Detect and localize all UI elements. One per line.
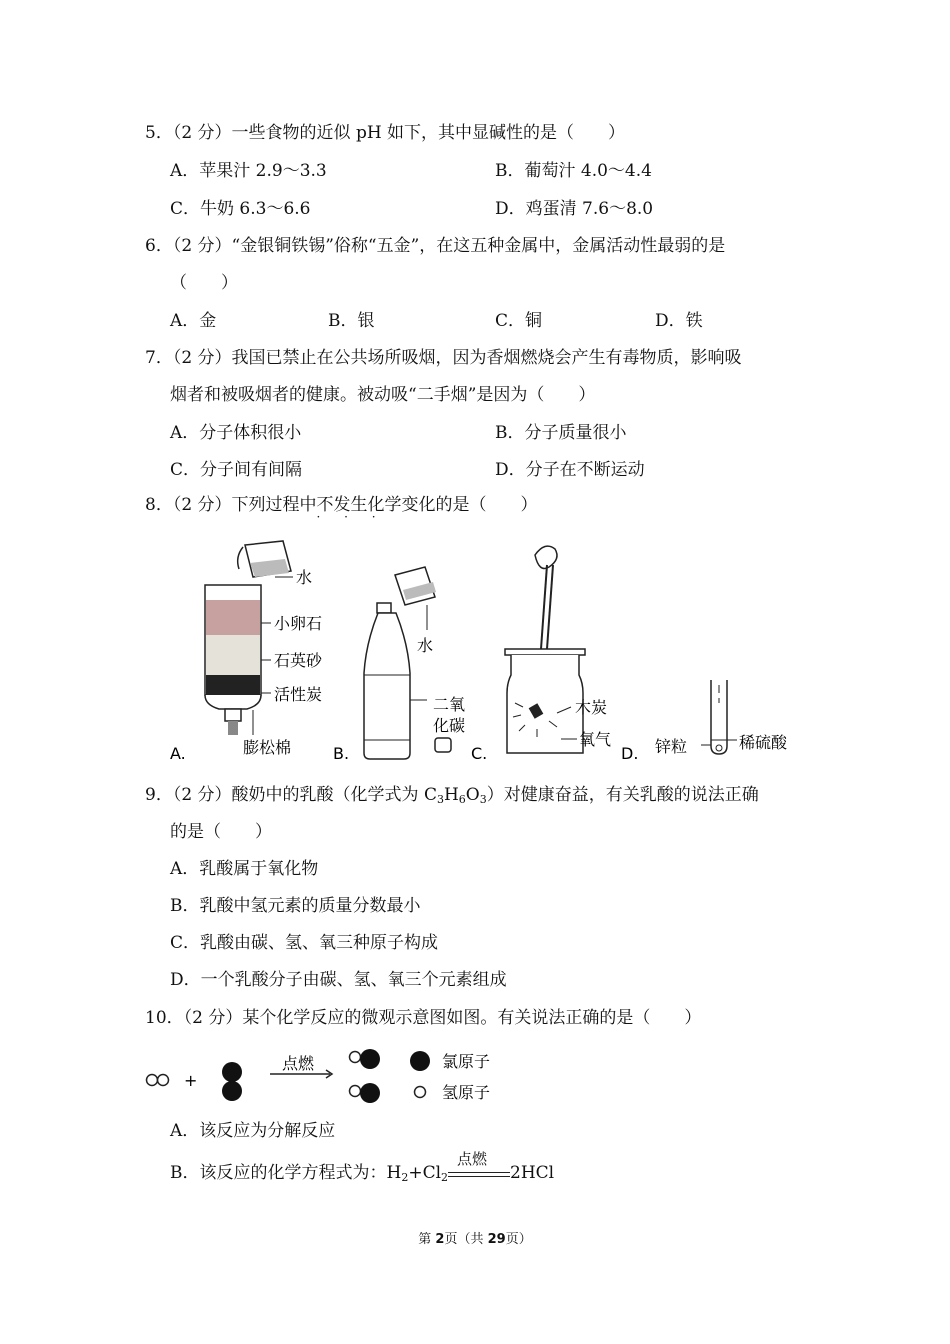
q9-option-d: D．一个乳酸分子由碳、氢、氧三个元素组成 xyxy=(170,970,507,990)
label-water-b: 水 xyxy=(417,636,434,655)
q6-option-b: B．银 xyxy=(328,311,375,331)
water-filter-apparatus xyxy=(205,541,293,735)
test-tube-apparatus xyxy=(701,680,737,754)
label-sulfuric-acid: 稀硫酸 xyxy=(739,733,788,752)
q5-option-a: A．苹果汁 2.9～3.3 xyxy=(170,161,327,181)
label-co2-line2: 化碳 xyxy=(433,716,466,735)
page-total: 29 xyxy=(487,1232,506,1247)
label-oxygen: 氧气 xyxy=(579,730,612,749)
q7-stem-cont: 烟者和被吸烟者的健康。被动吸“二手烟”是因为（ ） xyxy=(170,385,596,405)
q9-stem-cont: 的是（ ） xyxy=(170,822,272,842)
q6-option-c: C．铜 xyxy=(495,311,543,331)
chlorine-atom-icon xyxy=(222,1062,242,1082)
q10-option-a: A．该反应为分解反应 xyxy=(170,1121,336,1141)
label-water-a: 水 xyxy=(296,568,313,587)
fig-label-d: D. xyxy=(621,744,639,763)
equation-condition: 点燃 xyxy=(448,1162,510,1184)
q5-option-d: D．鸡蛋清 7.6～8.0 xyxy=(495,199,654,219)
label-zinc: 锌粒 xyxy=(655,737,688,756)
q5-option-b: B．葡萄汁 4.0～4.4 xyxy=(495,161,652,181)
hydrogen-atom-icon xyxy=(350,1086,361,1097)
q6-option-a: A．金 xyxy=(170,311,217,331)
q9-option-c: C．乳酸由碳、氢、氧三种原子构成 xyxy=(170,933,439,953)
plus-sign: + xyxy=(184,1071,198,1090)
q7-option-b: B．分子质量很小 xyxy=(495,423,627,443)
q10-stem: 10．（2 分）某个化学反应的微观示意图如图。有关说法正确的是（ ） xyxy=(145,1008,702,1028)
q7-stem: 7．（2 分）我国已禁止在公共场所吸烟，因为香烟燃烧会产生有毒物质，影响吸 xyxy=(145,348,742,368)
chlorine-atom-icon xyxy=(360,1083,380,1103)
chlorine-atom-icon xyxy=(360,1049,380,1069)
page-number: 2 xyxy=(435,1232,445,1247)
q10-reaction-diagram xyxy=(140,1045,520,1110)
legend-chlorine-label: 氯原子 xyxy=(442,1052,491,1071)
label-activated-carbon: 活性炭 xyxy=(274,685,323,704)
q6-stem: 6．（2 分）“金银铜铁锡”俗称“五金”，在这五种金属中，金属活动性最弱的是 xyxy=(145,236,726,256)
q6-stem-cont: （ ） xyxy=(170,273,238,293)
q7-option-a: A．分子体积很小 xyxy=(170,423,302,443)
legend-hydrogen-label: 氢原子 xyxy=(442,1083,491,1102)
reaction-condition: 点燃 xyxy=(282,1054,315,1073)
fig-label-a: A. xyxy=(170,744,186,763)
q8-stem xyxy=(145,494,538,524)
page-footer: 第 2页（共 29页） xyxy=(418,1232,532,1247)
q10-option-b: B．该反应的化学方程式为：$H_2+Cl_2$ 点燃 2HCl xyxy=(170,1150,555,1184)
fig-label-b: B. xyxy=(333,744,350,763)
q8-figure xyxy=(165,535,805,770)
hydrogen-atom-icon xyxy=(147,1075,158,1086)
q9-option-a: A．乳酸属于氧化物 xyxy=(170,859,319,879)
fig-label-c: C. xyxy=(471,744,488,763)
hydrogen-atom-icon xyxy=(158,1075,169,1086)
q8-stem-post: 化学变化的是（ ） xyxy=(367,495,538,515)
q8-stem-pre: 8．（2 分）下列过程中 xyxy=(145,495,317,515)
q8-stem-emphasis: 不发生 · · · xyxy=(316,495,386,524)
q9-option-b: B．乳酸中氢元素的质量分数最小 xyxy=(170,896,421,916)
q5-stem: 5．（2 分）一些食物的近似 pH 如下，其中显碱性的是（ ） xyxy=(145,123,626,143)
label-quartz-sand: 石英砂 xyxy=(274,651,323,670)
q7-option-c: C．分子间有间隔 xyxy=(170,460,303,480)
charcoal-burning-apparatus xyxy=(505,546,585,753)
label-cotton: 膨松棉 xyxy=(243,738,292,757)
chlorine-atom-icon xyxy=(222,1081,242,1101)
label-charcoal: 木炭 xyxy=(575,698,608,717)
q7-option-d: D．分子在不断运动 xyxy=(495,460,645,480)
legend-hydrogen-icon xyxy=(415,1087,426,1098)
legend-chlorine-icon xyxy=(410,1051,430,1071)
q9-stem: 9．（2 分）酸奶中的乳酸（化学式为 $C_3H_6O_3$）对健康奋益，有关乳酸的说法正确 xyxy=(145,785,759,806)
label-pebbles: 小卵石 xyxy=(274,614,323,633)
label-co2-line1: 二氧 xyxy=(433,695,466,714)
q5-option-c: C．牛奶 6.3～6.6 xyxy=(170,199,311,219)
q6-option-d: D．铁 xyxy=(655,311,703,331)
hydrogen-atom-icon xyxy=(350,1052,361,1063)
